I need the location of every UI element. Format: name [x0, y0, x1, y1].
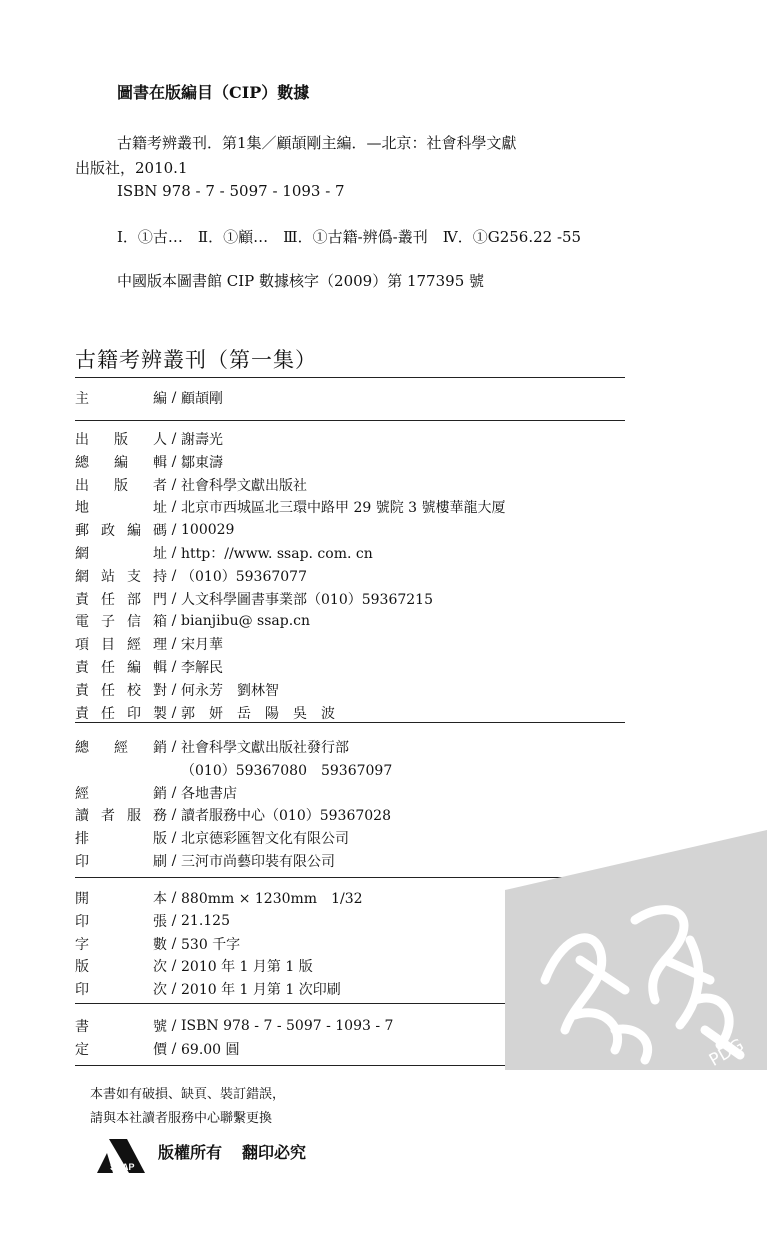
specs-value: 21.125: [181, 912, 230, 929]
publishing-value: 人文科學圖書事業部（010）59367215: [181, 591, 433, 608]
pricing-value: ISBN 978 - 7 - 5097 - 1093 - 7: [181, 1018, 394, 1034]
divider: [75, 377, 625, 378]
distribution-row: 讀者服務 / 讀者服務中心（010）59367028: [75, 807, 391, 825]
publishing-value: 100029: [181, 522, 235, 539]
publishing-value: bianjibu@ ssap.cn: [181, 613, 311, 630]
pricing-label: 書 號: [75, 1019, 167, 1035]
book-title: 古籍考辨叢刊（第一集）: [75, 348, 317, 372]
cip-line-5: 中國版本圖書館 CIP 數據核字（2009）第 177395 號: [117, 272, 485, 290]
distribution-value: 讀者服務中心（010）59367028: [181, 808, 391, 825]
ssap-logo-icon: [95, 1137, 147, 1175]
pricing-row: 書 號 / ISBN 978 - 7 - 5097 - 1093 - 7: [75, 1018, 394, 1035]
publishing-value: 宋月華: [181, 637, 223, 654]
cip-line-2: 出版社，2010.1: [75, 159, 188, 177]
publishing-value: 鄒東濤: [181, 454, 223, 471]
specs-label: 版 次: [75, 959, 167, 976]
notice-line-2: 請與本社讀者服務中心聯繫更換: [90, 1111, 273, 1126]
publishing-label: 出 版 人: [75, 432, 167, 448]
pdg-watermark: [505, 830, 767, 1070]
distribution-label: 排 版: [75, 831, 167, 848]
specs-value: 880mm × 1230mm 1/32: [181, 891, 363, 907]
publishing-row: 出 版 者 / 社會科學文獻出版社: [75, 476, 307, 494]
specs-row: 字 數 / 530 千字: [75, 935, 241, 953]
publishing-row: 責任校對 / 何永芳 劉林智: [75, 681, 279, 699]
publishing-row: 網 址 / http：//www. ssap. com. cn: [75, 545, 373, 562]
distribution-value: 北京德彩匯智文化有限公司: [181, 831, 349, 848]
specs-label: 字 數: [75, 936, 167, 953]
publishing-value: （010）59367077: [181, 568, 307, 585]
publishing-row: 電子信箱 / bianjibu@ ssap.cn: [75, 613, 311, 631]
specs-value: 2010 年 1 月第 1 版: [181, 959, 313, 976]
publishing-label: 網 址: [75, 546, 167, 562]
publishing-label: 總 編 輯: [75, 454, 167, 471]
divider: [75, 420, 625, 421]
specs-row: 版 次 / 2010 年 1 月第 1 版: [75, 958, 313, 976]
publishing-row: 地 址 / 北京市西城區北三環中路甲 29 號院 3 號樓華龍大厦: [75, 499, 506, 517]
publishing-label: 郵政編碼: [75, 523, 167, 540]
pricing-label: 定 價: [75, 1041, 167, 1058]
pricing-value: 69.00 圓: [181, 1041, 240, 1058]
editor-value: 顧頡剛: [181, 391, 223, 407]
publishing-row: 項目經理 / 宋月華: [75, 636, 223, 654]
publishing-value: 謝壽光: [181, 432, 223, 448]
copyright-notice: [158, 1140, 326, 1163]
distribution-label: 讀者服務: [75, 808, 167, 825]
distribution-row: 印 刷 / 三河市尚藝印裝有限公司: [75, 853, 335, 870]
publishing-row: 網站支持 / （010）59367077: [75, 567, 307, 585]
specs-label: 印 次: [75, 982, 167, 999]
cip-line-1: 古籍考辨叢刊．第1集／顧頡剛主編．—北京：社會科學文獻: [117, 134, 517, 152]
publishing-label: 出 版 者: [75, 477, 167, 494]
publishing-row: 總 編 輯 / 鄒東濤: [75, 453, 223, 471]
editor-row: 主 編 / 顧頡剛: [75, 390, 223, 407]
specs-label: 開 本: [75, 891, 167, 907]
publishing-label: 網站支持: [75, 568, 167, 585]
editor-label: 主 編: [75, 391, 167, 407]
publishing-row: 出 版 人 / 謝壽光: [75, 431, 223, 448]
divider: [75, 722, 625, 723]
specs-row: 開 本 / 880mm × 1230mm 1/32: [75, 890, 363, 907]
pricing-row: 定 價 / 69.00 圓: [75, 1040, 240, 1058]
specs-value: 2010 年 1 月第 1 次印刷: [181, 982, 341, 999]
publishing-label: 電子信箱: [75, 614, 167, 631]
publishing-value: 社會科學文獻出版社: [181, 477, 307, 494]
reprint-prohibited: 翻印必究: [242, 1143, 307, 1162]
publishing-row: 責任部門 / 人文科學圖書事業部（010）59367215: [75, 590, 433, 608]
cip-line-4: Ⅰ．①古… Ⅱ．①顧… Ⅲ．①古籍-辨僞-叢刊 Ⅳ．①G256.22 -55: [117, 228, 582, 246]
publishing-row: 責任編輯 / 李解民: [75, 659, 223, 676]
publishing-row: 郵政編碼 / 100029: [75, 522, 235, 540]
distribution-row: [75, 759, 392, 781]
cip-line-3: ISBN 978 - 7 - 5097 - 1093 - 7: [117, 182, 345, 200]
specs-label: 印 張: [75, 913, 167, 930]
publishing-label: 責任校對: [75, 682, 167, 699]
publishing-label: 地 址: [75, 500, 167, 517]
publishing-label: 責任印製: [75, 705, 167, 722]
distribution-label: 總 經 銷: [75, 740, 167, 756]
specs-row: 印 次 / 2010 年 1 月第 1 次印刷: [75, 981, 341, 999]
watermark-stamp-icon: [505, 830, 767, 1070]
distribution-value: 三河市尚藝印裝有限公司: [181, 854, 335, 870]
specs-row: 印 張 / 21.125: [75, 912, 230, 930]
publishing-value: 郭 妍 岳 陽 吳 波: [181, 705, 335, 722]
publishing-label: 責任部門: [75, 591, 167, 608]
distribution-row: 排 版 / 北京德彩匯智文化有限公司: [75, 830, 349, 848]
publishing-label: 責任編輯: [75, 660, 167, 676]
ssap-logo: [95, 1137, 147, 1175]
distribution-value: （010）59367080 59367097: [181, 762, 393, 779]
publishing-row: 責任印製 / 郭 妍 岳 陽 吳 波: [75, 704, 335, 722]
publishing-value: 何永芳 劉林智: [181, 682, 279, 699]
distribution-label: 印 刷: [75, 854, 167, 870]
ssap-logo-text: SSAP: [110, 1162, 135, 1172]
specs-value: 530 千字: [181, 936, 241, 953]
rights-reserved: 版權所有: [158, 1143, 223, 1162]
cip-heading: 圖書在版編目（CIP）數據: [117, 83, 310, 102]
watermark-pdg-text: PDG: [705, 1035, 748, 1070]
notice-line-1: 本書如有破損、缺頁、裝訂錯誤，: [90, 1087, 286, 1102]
publishing-value: http：//www. ssap. com. cn: [181, 546, 373, 562]
publishing-value: 李解民: [181, 660, 223, 676]
publishing-value: 北京市西城區北三環中路甲 29 號院 3 號樓華龍大厦: [181, 500, 506, 517]
distribution-value: 各地書店: [181, 785, 237, 802]
publishing-label: 項目經理: [75, 637, 167, 654]
distribution-row: 經 銷 / 各地書店: [75, 784, 237, 802]
distribution-label: 經 銷: [75, 785, 167, 802]
distribution-row: 總 經 銷 / 社會科學文獻出版社發行部: [75, 739, 349, 756]
distribution-value: 社會科學文獻出版社發行部: [181, 740, 349, 756]
